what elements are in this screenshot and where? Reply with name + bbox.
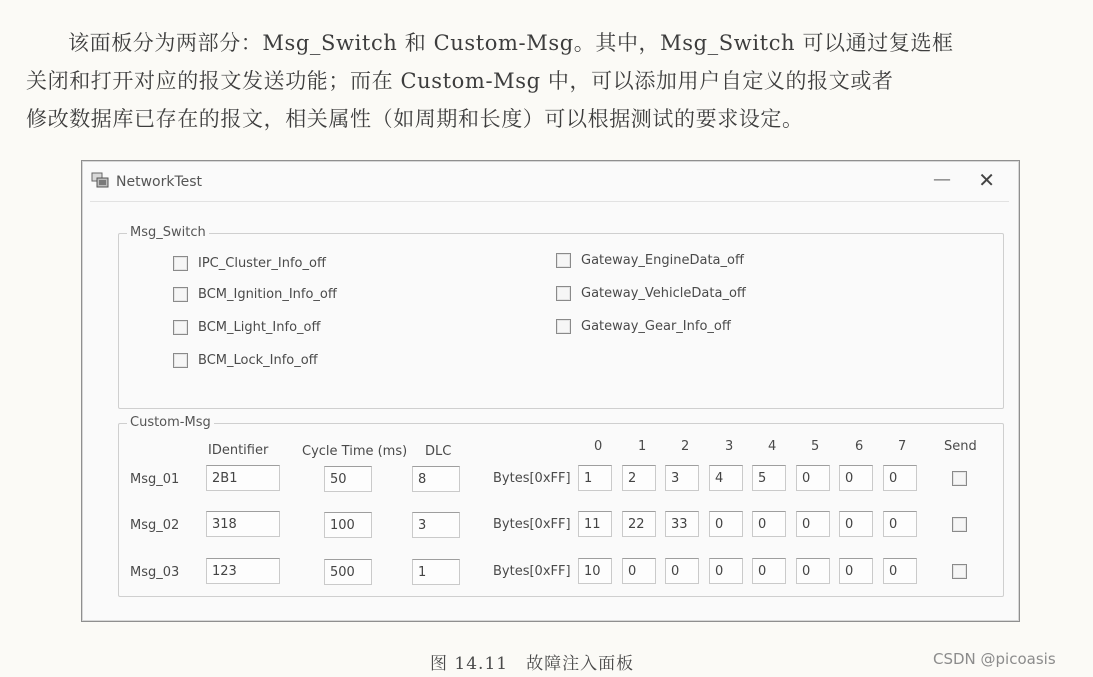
row-name: Msg_01	[130, 472, 180, 487]
window-title: NetworkTest	[116, 174, 203, 190]
header-byte-6: 6	[855, 439, 864, 454]
byte-field-0[interactable]: 1	[578, 465, 612, 491]
row-name: Msg_02	[130, 518, 180, 533]
checkbox-box[interactable]	[556, 253, 571, 268]
close-button[interactable]: ✕	[978, 168, 995, 192]
header-byte-5: 5	[811, 439, 820, 454]
byte-field-2[interactable]: 0	[665, 558, 699, 584]
checkbox-box[interactable]	[173, 256, 188, 271]
checkbox-label: Gateway_Gear_Info_off	[581, 319, 731, 334]
minimize-button[interactable]: —	[933, 169, 951, 190]
header-send: Send	[944, 439, 977, 454]
checkbox-label: BCM_Lock_Info_off	[198, 353, 318, 368]
description-paragraph	[0, 24, 1093, 138]
header-byte-7: 7	[898, 439, 907, 454]
byte-field-3[interactable]: 4	[709, 465, 743, 491]
paragraph-line-2: 关闭和打开对应的报文发送功能；而在 Custom-Msg 中，可以添加用户自定义的报文或者	[26, 69, 894, 93]
byte-field-4[interactable]: 0	[752, 511, 786, 537]
checkbox-box[interactable]	[173, 320, 188, 335]
checkbox-bcm-lock-info-off[interactable]	[173, 353, 318, 368]
checkbox-gateway-gear-info-off[interactable]	[556, 319, 731, 334]
msg-switch-group	[118, 225, 1004, 409]
identifier-field[interactable]: 318	[206, 511, 280, 537]
dlc-field[interactable]: 3	[412, 512, 460, 538]
byte-field-5[interactable]: 0	[796, 558, 830, 584]
byte-field-0[interactable]: 11	[578, 511, 612, 537]
checkbox-label: Gateway_EngineData_off	[581, 253, 744, 268]
dlc-field[interactable]: 8	[412, 466, 460, 492]
byte-field-1[interactable]: 22	[622, 511, 656, 537]
byte-field-6[interactable]: 0	[839, 465, 873, 491]
send-checkbox[interactable]	[952, 564, 967, 579]
byte-field-2[interactable]: 33	[665, 511, 699, 537]
custom-msg-group	[118, 415, 1004, 597]
title-bar[interactable]	[82, 161, 1019, 201]
checkbox-bcm-ignition-info-off[interactable]	[173, 287, 337, 302]
byte-field-3[interactable]: 0	[709, 558, 743, 584]
header-byte-4: 4	[768, 439, 777, 454]
byte-field-4[interactable]: 5	[752, 465, 786, 491]
byte-field-2[interactable]: 3	[665, 465, 699, 491]
bytes-label: Bytes[0xFF]	[493, 564, 571, 579]
cycle-time-field[interactable]: 500	[324, 559, 372, 585]
header-identifier: IDentifier	[208, 443, 269, 458]
figure-caption: 图 14.11 故障注入面板	[430, 654, 635, 674]
checkbox-ipc-cluster-info-off[interactable]	[173, 256, 326, 271]
checkbox-bcm-light-info-off[interactable]	[173, 320, 320, 335]
byte-field-6[interactable]: 0	[839, 558, 873, 584]
byte-field-7[interactable]: 0	[883, 558, 917, 584]
bytes-label: Bytes[0xFF]	[493, 517, 571, 532]
checkbox-box[interactable]	[173, 287, 188, 302]
header-byte-3: 3	[725, 439, 734, 454]
byte-field-1[interactable]: 2	[622, 465, 656, 491]
byte-field-4[interactable]: 0	[752, 558, 786, 584]
checkbox-box[interactable]	[556, 319, 571, 334]
byte-field-3[interactable]: 0	[709, 511, 743, 537]
byte-field-7[interactable]: 0	[883, 465, 917, 491]
byte-field-6[interactable]: 0	[839, 511, 873, 537]
watermark: CSDN @picoasis	[933, 650, 1056, 668]
bytes-label: Bytes[0xFF]	[493, 471, 571, 486]
header-dlc: DLC	[425, 444, 452, 459]
checkbox-box[interactable]	[173, 353, 188, 368]
msg-switch-group-title: Msg_Switch	[127, 225, 209, 240]
header-byte-0: 0	[594, 439, 603, 454]
checkbox-gateway-vehicledata-off[interactable]	[556, 286, 746, 301]
byte-field-0[interactable]: 10	[578, 558, 612, 584]
byte-field-5[interactable]: 0	[796, 465, 830, 491]
checkbox-label: IPC_Cluster_Info_off	[198, 256, 326, 271]
cycle-time-field[interactable]: 50	[324, 466, 372, 492]
checkbox-gateway-enginedata-off[interactable]	[556, 253, 744, 268]
checkbox-box[interactable]	[556, 286, 571, 301]
header-cycle-time: Cycle Time (ms)	[302, 444, 408, 459]
byte-field-7[interactable]: 0	[883, 511, 917, 537]
custom-msg-group-title: Custom-Msg	[127, 415, 214, 430]
send-checkbox[interactable]	[952, 517, 967, 532]
paragraph-line-1: 该面板分为两部分：Msg_Switch 和 Custom-Msg。其中，Msg_Switch 可以通过复选框	[68, 31, 954, 55]
identifier-field[interactable]: 123	[206, 558, 280, 584]
checkbox-label: BCM_Light_Info_off	[198, 320, 321, 335]
header-byte-1: 1	[638, 439, 647, 454]
row-name: Msg_03	[130, 565, 180, 580]
send-checkbox[interactable]	[952, 471, 967, 486]
header-byte-2: 2	[681, 439, 690, 454]
cycle-time-field[interactable]: 100	[324, 512, 372, 538]
networktest-window	[81, 160, 1020, 622]
checkbox-label: Gateway_VehicleData_off	[581, 286, 746, 301]
dlc-field[interactable]: 1	[412, 559, 460, 585]
checkbox-label: BCM_Ignition_Info_off	[198, 287, 337, 302]
byte-field-5[interactable]: 0	[796, 511, 830, 537]
byte-field-1[interactable]: 0	[622, 558, 656, 584]
paragraph-line-3: 修改数据库已存在的报文，相关属性（如周期和长度）可以根据测试的要求设定。	[26, 107, 804, 131]
window-client-area	[90, 201, 1009, 612]
identifier-field[interactable]: 2B1	[206, 465, 280, 491]
app-icon	[91, 172, 109, 188]
